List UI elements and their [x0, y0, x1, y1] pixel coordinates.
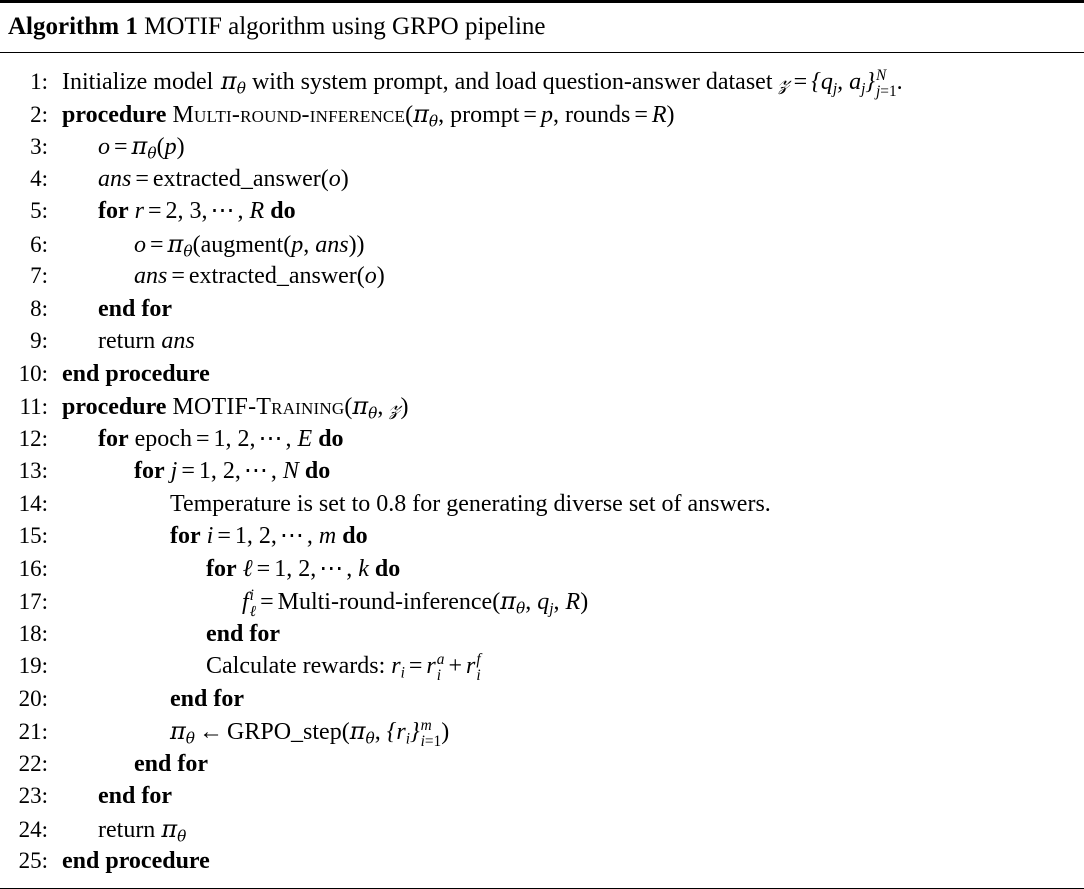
text-calculate-rewards: Calculate rewards: [206, 653, 386, 680]
line-number: 2: [30, 101, 48, 127]
fn-multi-round-inference: Multi-round-inference [277, 589, 493, 616]
line-content: f i ℓ = Multi-$round-inference(\pi_\theta$, $q_j$, R) [242, 587, 589, 620]
keyword-do: do [374, 555, 401, 582]
line-content: end for [170, 685, 244, 712]
line-number: 5: [30, 198, 48, 224]
line-number: 14: [18, 490, 48, 516]
line-content: end procedure [62, 360, 210, 387]
algorithm-line [0, 455, 1084, 488]
keyword-for: for [98, 425, 129, 452]
fn-augment: augment [200, 231, 284, 258]
procedure-name-motif-training: MOTIF-Training [172, 394, 345, 421]
line-number: 11: [19, 394, 48, 420]
line-content: $o = \pi_\theta(p)$ [98, 132, 185, 163]
algorithm-line [0, 260, 1084, 293]
line-number: 13: [18, 458, 48, 484]
algorithm-line [0, 195, 1084, 228]
algorithm-line [0, 228, 1084, 261]
line-content: end for [98, 783, 172, 810]
algorithm-line [0, 813, 1084, 846]
line-number: 15: [18, 523, 48, 549]
algorithm-line [0, 780, 1084, 813]
line-number: 1: [30, 69, 48, 95]
line-content: Initialize model $\pi_\theta$ with system prompt, and load question-answer dataset 𝓏 = {$q_j$, $a_j$} N j=1 . [62, 67, 903, 100]
algorithm-line [0, 683, 1084, 716]
line-number: 19: [18, 653, 48, 679]
keyword-for: for [98, 198, 129, 225]
algorithm-caption [0, 3, 1084, 52]
line-content: Temperature is set to 0.8 for generating diverse set of answers. [170, 490, 771, 517]
keyword-procedure: procedure [62, 394, 167, 421]
fn-extracted-answer: extracted_answer [188, 263, 357, 290]
text-initialize: Initialize model [62, 69, 214, 96]
fn-grpo-step: GRPO_step [227, 719, 342, 746]
line-content: $\pi_\theta$ ← $GRPO\_step(\pi_\theta$, $\{r_i\}$ m i=1 ) [170, 717, 450, 750]
keyword-for: for [206, 555, 237, 582]
algorithm-line [0, 98, 1084, 131]
algorithm-line [0, 520, 1084, 553]
line-number: 8: [30, 295, 48, 321]
param-prompt: prompt [450, 101, 520, 128]
line-number: 12: [18, 425, 48, 451]
algorithm-line [0, 358, 1084, 391]
keyword-for: for [134, 458, 165, 485]
line-number: 9: [30, 328, 48, 354]
algorithm-line [0, 618, 1084, 651]
line-content: $o = \pi_\theta(augment(p$, ans)) [134, 229, 365, 261]
keyword-do: do [342, 523, 368, 550]
text-load-dataset: with system prompt, and load question-answer dataset [251, 69, 773, 96]
keyword-return: return [98, 816, 156, 843]
algorithm-line [0, 65, 1084, 98]
algorithm-line [0, 488, 1084, 521]
line-content: for j = 1, 2, ⋯ , N do [134, 458, 331, 485]
line-content: for i = 1, 2, ⋯ , m do [170, 523, 368, 550]
line-content: end for [98, 295, 172, 322]
line-number: 21: [18, 719, 48, 745]
line-content: ans = extracted_answer(o) [134, 263, 385, 290]
algorithm-line [0, 325, 1084, 358]
algorithm-line [0, 423, 1084, 456]
line-content: end for [134, 750, 208, 777]
algorithm-line [0, 293, 1084, 326]
line-content: return $\pi_\theta$ [98, 814, 187, 846]
algorithm-title: MOTIF algorithm using GRPO pipeline [144, 13, 546, 40]
keyword-do: do [318, 425, 344, 452]
line-number: 20: [18, 685, 48, 711]
line-number: 7: [30, 263, 48, 289]
loop-var-epoch: epoch [134, 425, 192, 452]
algorithm-line [0, 748, 1084, 781]
line-number: 22: [18, 750, 48, 776]
line-number: 24: [18, 816, 48, 842]
keyword-return: return [98, 328, 156, 355]
keyword-do: do [270, 198, 296, 225]
algorithm-line [0, 650, 1084, 683]
line-content: ans = extracted_answer(o) [98, 165, 349, 192]
line-content: procedure MOTIF-$Training(\pi_\theta$, 𝓏) [62, 392, 409, 423]
algorithm-label: Algorithm 1 [8, 13, 138, 40]
line-content: Calculate rewards: $r_i = r$ a i + r f i [206, 651, 481, 684]
fn-extracted-answer: extracted_answer [152, 165, 321, 192]
algorithm-line [0, 715, 1084, 748]
line-content: for epoch = 1, 2, ⋯ , E do [98, 425, 344, 452]
line-number: 4: [30, 165, 48, 191]
keyword-do: do [304, 458, 331, 485]
algorithm-line [0, 163, 1084, 196]
keyword-procedure: procedure [62, 101, 167, 128]
line-content: return ans [98, 328, 195, 355]
line-number: 16: [18, 555, 48, 581]
algorithm-line [0, 845, 1084, 878]
line-number: 6: [30, 231, 48, 257]
line-number: 17: [18, 589, 48, 615]
algorithm-line [0, 390, 1084, 423]
line-content: for r = 2, 3, ⋯ , R do [98, 198, 296, 225]
line-number: 25: [18, 848, 48, 874]
line-content: end procedure [62, 848, 210, 875]
line-number: 3: [30, 134, 48, 160]
line-content: end for [206, 620, 280, 647]
procedure-name-multi-round: Multi-round-inference [172, 101, 406, 128]
algorithm-lines [0, 53, 1084, 888]
param-rounds: rounds [564, 101, 631, 128]
line-number: 10: [18, 360, 48, 386]
keyword-for: for [170, 523, 201, 550]
line-number: 23: [18, 783, 48, 809]
algorithm-line [0, 585, 1084, 618]
line-number: 18: [18, 620, 48, 646]
line-content: for ℓ = 1, 2, ⋯ , k do [206, 555, 401, 582]
line-content: procedure Multi-$round-inference(\pi_\theta$, prompt = p, rounds = R) [62, 99, 675, 131]
algorithm-line [0, 130, 1084, 163]
algorithm-line [0, 553, 1084, 586]
